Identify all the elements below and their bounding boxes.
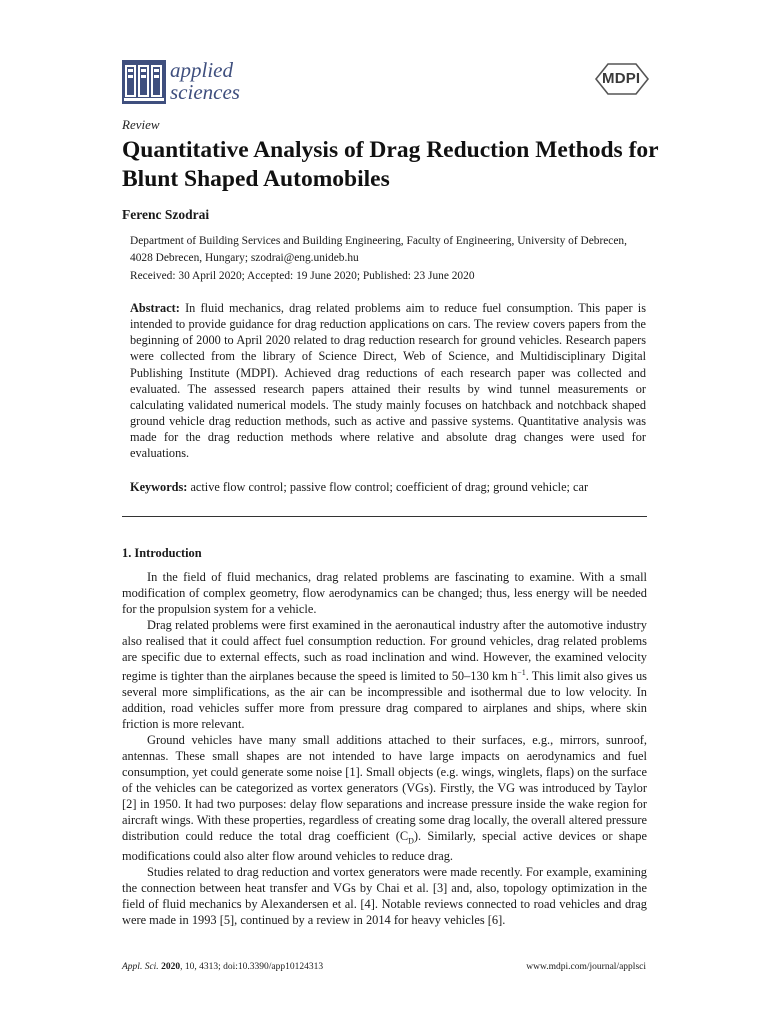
journal-name-line1: applied — [170, 58, 233, 82]
journal-logo-icon — [122, 60, 166, 104]
section-divider — [122, 516, 647, 517]
paragraph-2-part-a: Drag related problems were first examined in the aeronautical industry after the automotive industry also realised that it could affect fuel consumption reduction. For ground vehicles, drag related problems are specific due to external effects, such as road inclination and wind. However, the examined velocity regime is tighter than the airplanes because the speed is limited to 50–130 km h — [122, 617, 647, 684]
paragraph-3-part-b: ). Similarly, special active devices or shape modifications could also alter flow around vehicles to reduce drag. — [122, 828, 647, 863]
abstract — [130, 300, 646, 462]
paragraph-3-part-a: Ground vehicles have many small additions attached to their surfaces, e.g., mirrors, sunroof, antennas. These small shapes are not intended to have large impacts on aerodynamics and fuel consumption, yet could generate some noise [1]. Small objects (e.g. wings, winglets, flaps) on the surface of the vehicles can be categorized as vortex generators (VGs). Firstly, the VG was introduced by Taylor [2] in 1950. It had two purposes: delay flow separations and increase pressure inside the wake region for aircraft wings. With these properties, regardless of creating some drag locally, the overall altered pressure distribution could reduce the total drag coefficient (C — [122, 733, 647, 843]
author-name: Ferenc Szodrai — [122, 207, 210, 222]
footer-citation — [122, 962, 323, 972]
paragraph-2-part-b: . This limit also gives us several more simplifications, as the air can be incompressible and isothermal due to low velocity. In addition, road vehicles suffer more from pressure drag compared to airplanes and ships, where skin friction is more relevant. — [122, 669, 647, 732]
section-heading: 1. Introduction — [122, 546, 202, 560]
journal-name — [170, 59, 280, 103]
article-title: Quantitative Analysis of Drag Reduction Methods for Blunt Shaped Automobiles — [122, 137, 659, 192]
journal-logo — [122, 60, 262, 106]
publisher-name: MDPI — [602, 70, 641, 87]
affiliation: Department of Building Services and Building Engineering, Faculty of Engineering, University of Debrecen, 4028 Debrecen, Hungary; szodrai@eng.unideb.hu — [130, 235, 627, 264]
paragraph-2 — [122, 618, 647, 733]
keywords — [130, 480, 646, 495]
abstract-text: In fluid mechanics, drag related problems aim to reduce fuel consumption. This paper is intended to provide guidance for drag reduction applications on cars. The review covers papers from the beginning of 2000 to April 2020 related to drag reduction research for ground vehicles. Research papers were collected from the library of Science Direct, Web of Science, and Multidisciplinary Digital Publishing Institute (MDPI). Achieved drag reductions of each research paper was collected and evaluated. The assessed research papers attained their results by wind tunnel measurements or calculating validated numerical models. The study mainly focuses on hatchback and notchback shaped ground vehicle drag reduction methods, such as active and passive systems. Quantitative analysis was made for the drag reduction methods where relative and absolute drag changes were used for evaluations. — [130, 301, 646, 461]
publication-dates: Received: 30 April 2020; Accepted: 19 June 2020; Published: 23 June 2020 — [130, 270, 475, 282]
article-type: Review — [122, 117, 160, 132]
unit-superscript: −1 — [517, 668, 526, 678]
footer-doi: , 10, 4313; doi:10.3390/app10124313 — [180, 962, 324, 972]
drag-subscript: D — [408, 836, 414, 846]
paragraph-4: Studies related to drag reduction and vortex generators were made recently. For example, examining the connection between heat transfer and VGs by Chai et al. [3] and, also, topology optimization in the field of fluid mechanics by Alexandersen et al. [4]. Notable reviews connected to road vehicles and drag were made in 1993 [5], continued by a review in 2014 for heavy vehicles [6]. — [122, 864, 647, 927]
footer-year: 2020 — [161, 962, 181, 972]
paragraph-1: In the field of fluid mechanics, drag related problems are fascinating to examine. With a small modification of complex geometry, flow aerodynamics can be changed; thus, less energy will be needed for the propulsion system for a vehicle. — [122, 570, 647, 616]
keywords-label: Keywords: — [130, 480, 188, 494]
paragraph-3 — [122, 733, 647, 865]
body-text — [122, 570, 647, 929]
footer-url[interactable]: www.mdpi.com/journal/applsci — [526, 962, 646, 972]
abstract-label: Abstract: — [130, 301, 180, 315]
keywords-text: active flow control; passive flow control; coefficient of drag; ground vehicle; car — [190, 480, 589, 494]
footer-journal-abbr: Appl. Sci. — [122, 962, 159, 972]
publisher-logo — [594, 62, 650, 96]
journal-name-line2: sciences — [170, 80, 240, 104]
